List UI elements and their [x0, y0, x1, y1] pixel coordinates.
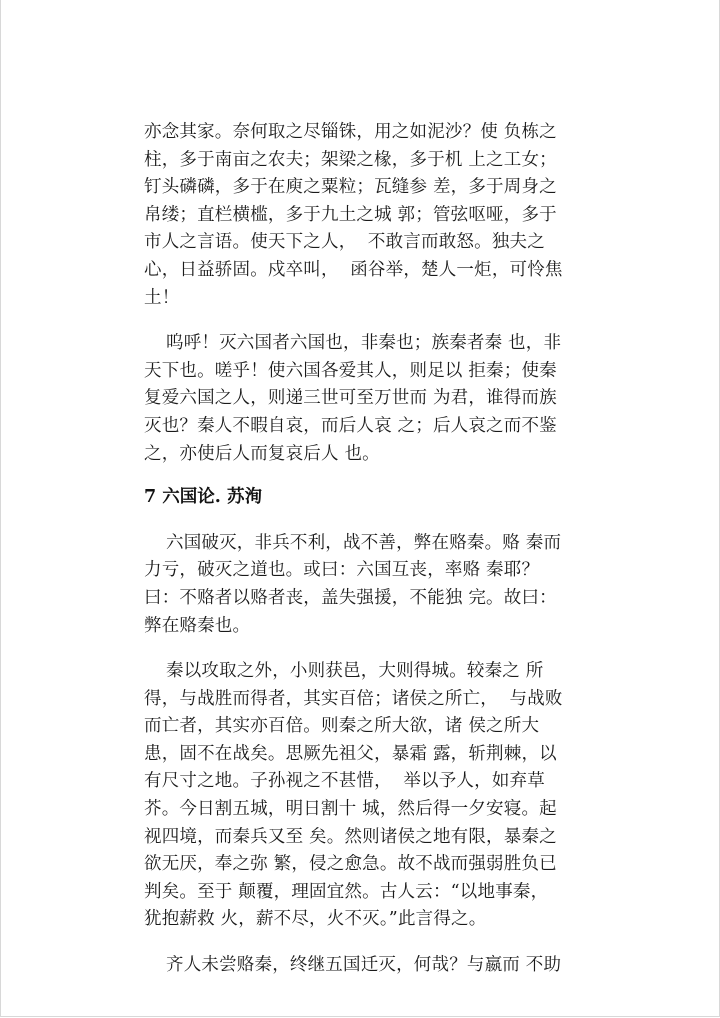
text-line: 视四境，而秦兵又至 矣。然则诸侯之地有限，暴秦之 [144, 826, 557, 847]
text-line: 弊在赂秦也。 [144, 615, 251, 636]
section-heading: 7 六国论. 苏洵 [144, 487, 262, 508]
text-line: 欲无厌，奉之弥 繁，侵之愈急。故不战而强弱胜负已 [144, 854, 557, 875]
paragraph-5 [144, 952, 584, 980]
text-line: 有尺寸之地。子孙视之不甚惜， 举以予人，如弃草 [144, 771, 545, 792]
text-line: 帛缕；直栏横槛，多于九土之城 郭；管弦呕哑，多于 [144, 204, 557, 225]
text-line: 力亏，破灭之道也。或曰：六国互丧，率赂 秦耶？ [144, 560, 540, 581]
paragraph-1 [144, 119, 584, 312]
text-line: 齐人未尝赂秦，终继五国迁灭，何哉？与嬴而 不助 [166, 955, 562, 976]
text-line: 土！ [144, 287, 180, 308]
text-line: 而亡者，其实亦百倍。则秦之所大欲，诸 侯之所大 [144, 716, 540, 737]
text-line: 市人之言语。使天下之人， 不敢言而敢怒。独夫之 [144, 232, 545, 253]
text-line: 犹抱薪救 火，薪不尽，火不灭。”此言得之。 [144, 909, 487, 930]
text-line: 柱，多于南亩之农夫；架梁之椽，多于机 上之工女； [144, 149, 557, 170]
paragraph-2 [144, 330, 584, 468]
document-body [144, 119, 584, 998]
text-line: 之，亦使后人而复哀后人 也。 [144, 443, 380, 464]
text-line: 呜呼！灭六国者六国也，非秦也；族秦者秦 也，非 [166, 333, 562, 354]
text-line: 芥。今日割五城，明日割十 城，然后得一夕安寝。起 [144, 799, 557, 820]
text-line: 得，与战胜而得者，其实百倍；诸侯之所亡， 与战败 [144, 688, 563, 709]
text-line: 曰：不赂者以赂者丧，盖失强援，不能独 完。故曰： [144, 587, 557, 608]
text-line: 判矣。至于 颠覆，理固宜然。古人云：“以地事秦， [144, 881, 549, 902]
text-line: 心，日益骄固。戍卒叫， 函谷举，楚人一炬，可怜焦 [144, 259, 563, 280]
paragraph-4 [144, 658, 584, 934]
paragraph-3 [144, 530, 584, 640]
text-line: 秦以攻取之外，小则获邑，大则得城。较秦之 所 [166, 661, 544, 682]
text-line: 钉头磷磷，多于在庾之粟粒；瓦缝参 差，多于周身之 [144, 177, 557, 198]
text-line: 复爱六国之人，则递三世可至万世而 为君，谁得而族 [144, 388, 557, 409]
text-line: 灭也？秦人不暇自哀，而后人哀 之；后人哀之而不鉴 [144, 415, 557, 436]
text-line: 天下也。嗟乎！使六国各爱其人，则足以 拒秦；使秦 [144, 360, 557, 381]
text-line: 患，固不在战矣。思厥先祖父，暴霜 露，斩荆棘，以 [144, 743, 557, 764]
text-line: 六国破灭，非兵不利，战不善，弊在赂秦。赂 秦而 [166, 532, 562, 553]
text-line: 亦念其家。奈何取之尽锱铢，用之如泥沙？使 负栋之 [144, 122, 557, 142]
